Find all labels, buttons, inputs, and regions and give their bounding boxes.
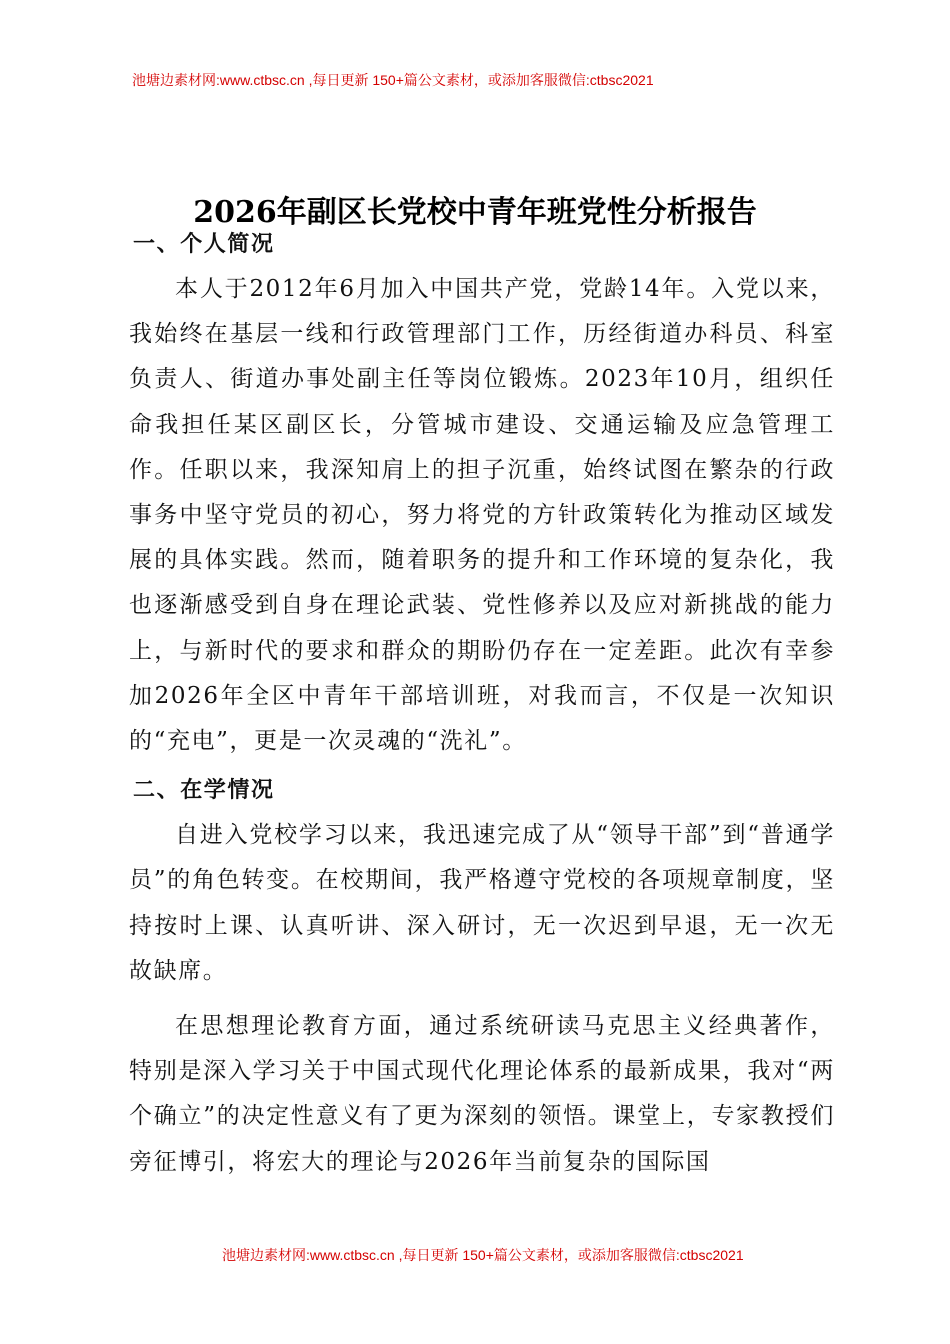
document-title: 2026年副区长党校中青年班党性分析报告 — [193, 195, 757, 231]
header-watermark-note: 池塘边素材网:www.ctbsc.cn ,每日更新 150+篇公文素材，或添加客服微信:ctbsc2021 — [132, 72, 654, 88]
paragraph-theory-education: 在思想理论教育方面，通过系统研读马克思主义经典著作，特别是深入学习关于中国式现代化理论体系的最新成果，我对“两个确立”的决定性意义有了更为深刻的领悟。课堂上，专家教授们旁征博引，将宏大的理论与2026年当前复杂的国际国 — [129, 1013, 835, 1175]
document-body — [129, 222, 835, 1185]
section-heading-study-status: 二、在学情况 — [133, 778, 275, 804]
paragraph-personal-profile: 本人于2012年6月加入中国共产党，党龄14年。入党以来，我始终在基层一线和行政管理部门工作，历经街道办科员、科室负责人、街道办事处副主任等岗位锻炼。2023年10月，组织任命我担任某区副区长，分管城市建设、交通运输及应急管理工作。任职以来，我深知肩上的担子沉重，始终试图在繁杂的行政事务中坚守党员的初心，努力将党的方针政策转化为推动区域发展的具体实践。然而，随着职务的提升和工作环境的复杂化，我也逐渐感受到自身在理论武装、党性修养以及应对新挑战的能力上，与新时代的要求和群众的期盼仍存在一定差距。此次有幸参加2026年全区中青年干部培训班，对我而言，不仅是一次知识的“充电”，更是一次灵魂的“洗礼”。 — [129, 276, 835, 755]
section-heading-personal-profile: 一、个人简况 — [133, 232, 275, 257]
footer-watermark-note: 池塘边素材网:www.ctbsc.cn ,每日更新 150+篇公文素材，或添加客服微信:ctbsc2021 — [222, 1247, 744, 1263]
paragraph-study-attendance: 自进入党校学习以来，我迅速完成了从“领导干部”到“普通学员”的角色转变。在校期间，我严格遵守党校的各项规章制度，坚持按时上课、认真听讲、深入研讨，无一次迟到早退，无一次无故缺席。 — [129, 822, 835, 984]
